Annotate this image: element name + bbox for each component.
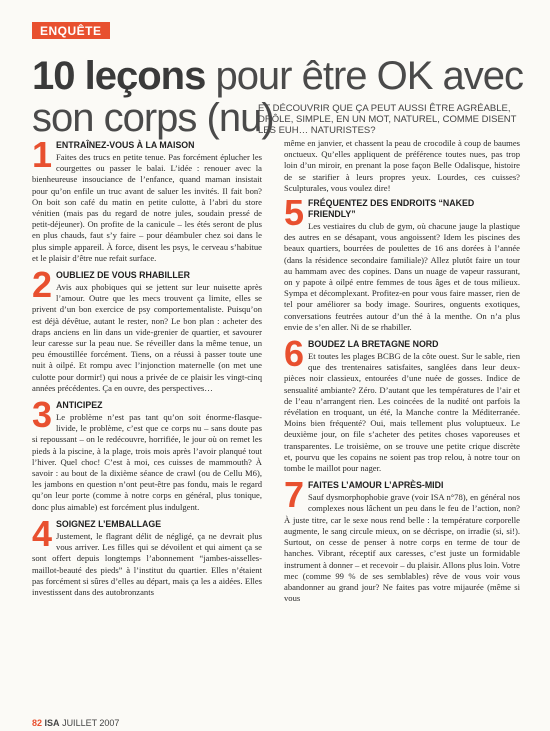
section-text: Et toutes les plages BCBG de la côte ouest. Sur le sable, rien que des trentenaires satisfaites, sanglées dans leur deux-pièces noir classieux, entourées d’une nuée de gosses. Indice de sensualité ambiante? Zéro. D’autant que les températures de l’air et de l’eau n’arrangent rien. Les coincées de la nudité ont parfois la révélation en troquant, un été, la Manche contre la Méditerranée. Moins bien fréquenté? Oui, mais tellement plus voluptueux. Le deuxième jour, on file s’acheter des petites choses vaporeuses et transparentes. Le troisième, on se trouve une petite crique discrète et, pourvu que les copains ne soient pas trop relou, à notre tour on tombe le maillot pour nager. xyxy=(284,351,520,474)
title-part2: son corps (nu) xyxy=(32,96,274,140)
section-text: Les vestiaires du club de gym, où chacune jauge la plastique des autres en se désapant, vous angoissent? Idem les piscines des beaux quartiers, bourrées de poulettes de 16 ans dorées à l’année (dans la résidence secondaire familiale)? Allez plutôt faire un tour au hammam avec des copines. Dans un nuage de vapeur rassurant, on y papote à oilpé entre femmes de tous âges et de tous milieux. Sympa et décomplexant. Profitez-en pour vous faire masser, rien de tel pour améliorer sa body image. Sourires, onguents exotiques, conversations feutrées autour d’un thé à la menthe. On n’a plus envie de s’en aller. Ni de se rhabiller. xyxy=(284,221,520,332)
section-text: Sauf dysmorphophobie grave (voir ISA n°78), en général nos complexes nous lâchent un peu dans le feu de l’action, non? À juste titre, car le sexe nous rend belle : la température corporelle augmente, le sang circule mieux, on se décrispe, on irradie (si, si!). Surtout, on cesse de penser à notre corps en terme de tour de hanches. Vibrant, réceptif aux caresses, c’est juste un formidable instrument à donner – et recevoir – du plaisir. Allons plus loin. Votre mec (comme 99 % de ses semblables) rêve de vous voir vous abandonner au grand jour? Ne faites pas votre mijaurée (même si vous xyxy=(284,492,520,604)
section-text: Faites des trucs en petite tenue. Pas forcément éplucher les courgettes ou passer le balai. L’idée : renouer avec la bienheureuse insouciance de l’enfance, quand maman insistait pour qu’on enfile un truc avant de saluer les invités. Il fait bon? On boit son café du matin en petite culotte, à l’abri du store vénitien (mais pas du regard de notre jules, soudain pressé de petit-déjeuner). On profite de la canicule – les étés seront de plus en plus chauds, faut s’y faire – pour déambuler chez soi dans le plus simple appareil. À force, disent les psys, le cerveau s’habitue et le plaisir d’être nue refait surface. xyxy=(32,152,262,263)
section-1 xyxy=(32,134,262,264)
section-heading: OUBLIEZ DE VOUS RHABILLER xyxy=(56,270,190,281)
section-heading: FRÉQUENTEZ DES ENDROITS “NAKED FRIENDLY” xyxy=(308,198,475,220)
section-3 xyxy=(32,394,262,513)
page-number: 82 xyxy=(32,718,43,728)
section-number: 2 xyxy=(32,264,53,306)
continuation-text: même en janvier, et chassent la peau de crocodile à coup de baumes onctueux. Qu’elles appliquent de préférence toutes nues, pas trop loin d’un miroir, en prenant la pose façon Belle Odalisque, histoire de se starifier à leurs propres yeux. Lourdes, ces cuisses? Sculpturales, vous voulez dire! xyxy=(284,138,520,193)
title-part1: pour être OK avec xyxy=(205,54,524,98)
section-number: 3 xyxy=(32,394,53,436)
section-heading: SOIGNEZ L’EMBALLAGE xyxy=(56,518,162,529)
section-number: 5 xyxy=(284,192,305,234)
left-column xyxy=(32,134,262,604)
section-6 xyxy=(284,333,520,474)
issue-date: JUILLET 2007 xyxy=(62,718,120,728)
section-number: 1 xyxy=(32,134,53,175)
section-heading: ANTICIPEZ xyxy=(56,400,103,411)
section-number: 7 xyxy=(284,474,305,516)
section-4 xyxy=(32,512,262,598)
section-text: Le problème n’est pas tant qu’on soit énorme-flasque-livide, le problème, c’est que ce corps nu – sans doute pas si repoussant – on le redécouvre, horrifiée, le jour où on remet les pieds à la piscine, à la plage, trois mois après l’avoir planqué tout l’hiver. Quel choc! C’est à moi, ces cuisses de mammouth? À savoir : au bout de la dixième séance de crawl (ou de Cellu M6), les jambons en question n’ont peut-être pas fondu, mais le regard qu’on leur porte (comme à notre corps en général, plus tonique, donc plus aimable) est forcément plus indulgent. xyxy=(32,412,262,512)
section-text: Justement, le flagrant délit de négligé, ça ne devrait plus vous arriver. Les filles qui se dévoilent et qui aiment ça se sont offert depuis longtemps l’abonnement “jambes-aisselles-maillot-beauté des pieds” à l’institut du quartier. Elles n’étaient pas forcément si sûres d’elles au départ, mais ça les a aidées. Elles investissent dans des autobronzants xyxy=(32,530,262,597)
section-2 xyxy=(32,264,262,394)
section-number: 4 xyxy=(32,512,53,554)
section-tag: ENQUÊTE xyxy=(32,22,110,39)
page-footer xyxy=(32,718,119,728)
section-heading: BOUDEZ LA BRETAGNE NORD xyxy=(308,339,439,350)
section-heading: ENTRAÎNEZ-VOUS À LA MAISON xyxy=(56,140,195,150)
right-column xyxy=(284,138,520,610)
section-5 xyxy=(284,192,520,333)
title-number: 10 leçons xyxy=(32,54,206,98)
article-subtitle: ET DÉCOUVRIR QUE ÇA PEUT AUSSI ÊTRE AGRÉABLE, DRÔLE, SIMPLE, EN UN MOT, NATUREL, COMME DISENT LES EUH… NATURISTES? xyxy=(258,103,517,136)
section-number: 6 xyxy=(284,333,305,375)
section-text: Avis aux phobiques qui se jettent sur leur nuisette après l’amour. Outre que les mecs trouvent ça limite, elles se privent d’un bon exercice de psy comportementaliste. Puisqu’on est déjà dévêtue, autant le rester, non? Le bon plan : acheter des draps anciens en lin dans un vide-grenier de quartier, et savourer leur caresse sur la peau nue. Se réveiller dans la même tenue, un peu émoustillée forcément. Tiens, on a réussi à passer toute une nuit à oilpé. Et rompu avec l’injonction maternelle (on met une culotte pour dormir!) qui nous a privée de ce plaisir les vingt-cinq années précédentes. Ça en ouvre, des perspectives… xyxy=(32,282,262,393)
magazine-name: ISA xyxy=(44,718,60,728)
section-7 xyxy=(284,474,520,604)
section-heading: FAITES L’AMOUR L’APRÈS-MIDI xyxy=(308,480,444,491)
